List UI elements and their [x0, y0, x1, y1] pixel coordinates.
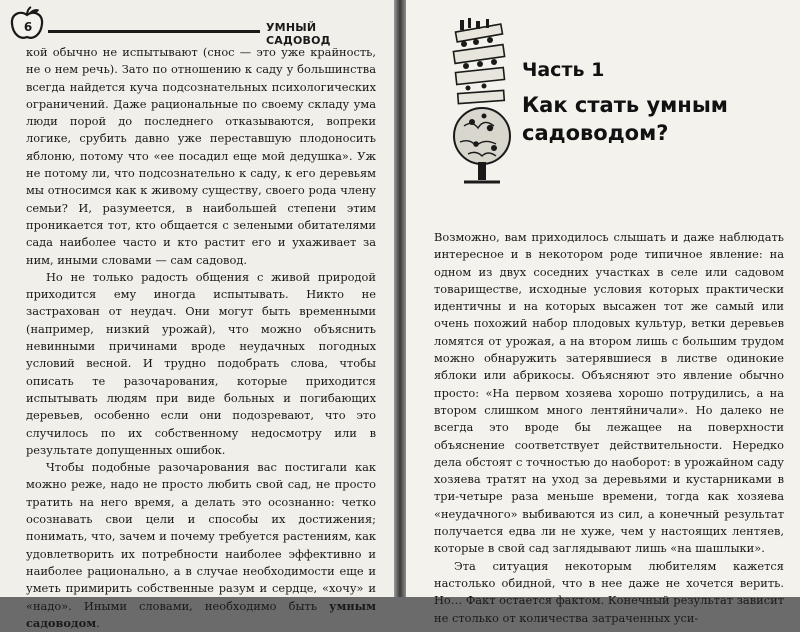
paragraph: Чтобы подобные разочарования вас постигали как можно реже, надо не просто любить свой сад, не просто тратить на него время, а делать это осознанно: четко осознавать свои цели и способы их достижения; понимать, что, зачем и почему требуется растениям, как удовлетворить их потребности наиболее эффективно и наиболее рационально, а в случае необходимости еще и уметь примирить собственные разум и сердце, «хочу» и «надо». Иными словами, необходимо быть умным садоводом.	[26, 460, 376, 630]
right-page	[406, 0, 800, 625]
header-rule	[48, 30, 260, 33]
emphasis: умным садоводом	[26, 598, 376, 630]
book-gutter	[394, 0, 406, 597]
page-header	[8, 6, 380, 47]
left-body-text	[26, 44, 376, 632]
right-body-text	[434, 229, 784, 627]
paragraph: Эта ситуация некоторым любителям кажется настолько обидной, что в нее даже не хочется верить. Но… Факт остается фактом. Конечный результат зависит не столько от количества затраченных уси-	[434, 558, 784, 625]
running-title: УМНЫЙ САДОВОД	[266, 21, 331, 47]
left-page	[0, 0, 394, 630]
tree-and-shelves-illustration	[446, 18, 518, 190]
paragraph: Но не только радость общения с живой природой приходится ему иногда испытывать. Никто не застрахован от неудач. Они могут быть временными (например, низкий урожай), что можно объяснить невинными причинами вроде неудачных погодных условий весной. И трудно подобрать слова, чтобы описать те разочарования, которые приходится испытывать людям при виде больных и погибающих деревьев, особенно если они подозревают, что это случилось по их собственному недосмотру или в результате допущенных ошибок.	[26, 269, 376, 457]
part-title: Как стать умным садоводом?	[522, 93, 728, 145]
paragraph: кой обычно не испытывают (снос — это уже крайность, не о нем речь). Зато по отношению к саду у большинства всегда найдется куча подсознательных психологических ограничений. Даже рациональные по своему складу ума люди порой до последнего отказываются, вопреки логике, срубить давно уже переставшую плодоносить яблоню, потому что «ее посадил еще мой дедушка». Уж не потому ли, что подсознательно к саду, к его деревьям мы относимся как к живому существу, своего рода члену семьи? И, разумеется, в наибольшей степени этим проникается тот, кто общается с зелеными обитателями сада наиболее часто и кто растит его и ухаживает за ним, иными словами — сам садовод.	[26, 45, 376, 267]
page-number: 6	[23, 20, 33, 34]
part-label: Часть 1	[522, 59, 605, 81]
paragraph: Возможно, вам приходилось слышать и даже наблюдать интересное и в некотором роде типичное явление: на одном из двух соседних участках в селе или садовом товариществе, исходные условия которых практически идентичны и на которых высажен тот же самый или очень похожий набор плодовых культур, ветки деревьев ломятся от урожая, а на втором лишь с большим трудом можно обнаружить затерявшиеся в листве одинокие яблоки или абрикосы. Объясняют это явление обычно просто: «На первом хозяева хорошо потрудились, а на втором слишком много лентяйничали». Но далеко не всегда это вроде бы лежащее на поверхности объяснение соответствует действительности. Нередко дела обстоят с точностью до наоборот: в урожайном саду хозяева тратят на уход за деревьями и кустарниками в три-четыре раза меньше времени, тогда как хозяева «неудачного» выбиваются из сил, а конечный результат получается едва ли не хуже, чем у настоящих лентяев, которые в свой сад заглядывают лишь «на шашлыки».	[434, 230, 784, 556]
